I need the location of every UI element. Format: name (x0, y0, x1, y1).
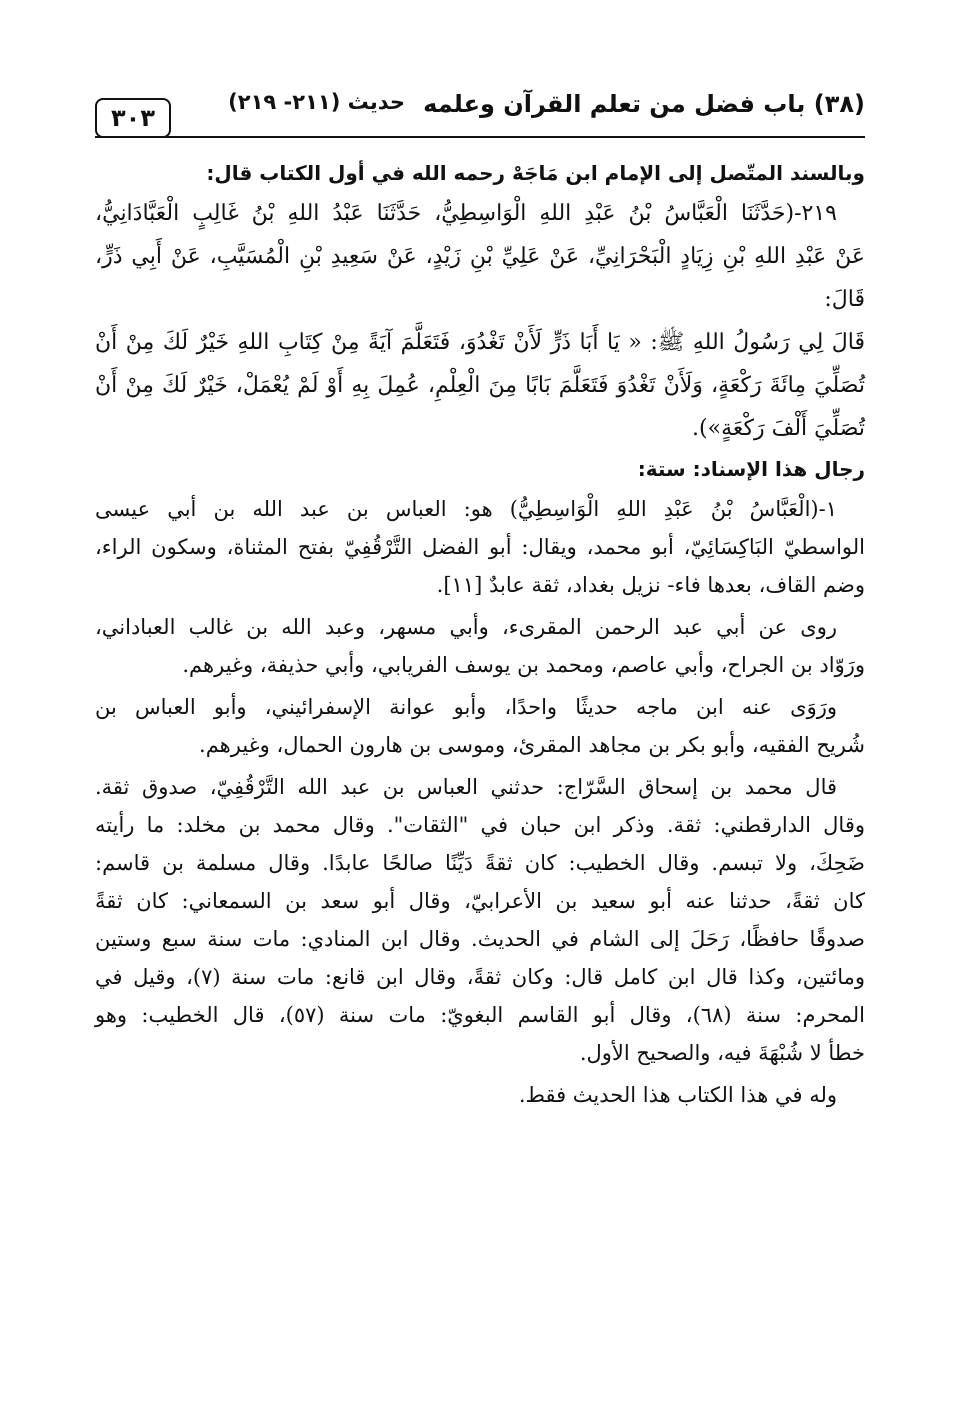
page-body (95, 156, 865, 1114)
scholars-opinions-paragraph (95, 768, 865, 1072)
closing-line: وله في هذا الكتاب هذا الحديث فقط. (518, 1083, 837, 1107)
isnad-intro: وبالسند المتّصل إلى الإمام ابن مَاجَهْ رحمه الله في أول الكتاب قال: (206, 161, 865, 185)
closing-paragraph (95, 1076, 865, 1114)
narrators-heading: رجال هذا الإسناد: ستة: (637, 457, 865, 481)
paragraph-line: ورَوَى عنه ابن ماجه حديثًا واحدًا، وأبو عوانة الإسفرائيني، وأبو العباس بن (95, 695, 837, 719)
hadith-text (95, 192, 865, 450)
narrated-by-paragraph (95, 688, 865, 764)
paragraph-line: ورَوّاد بن الجراح، وأبي عاصم، ومحمد بن يوسف الفريابي، وأبي حذيفة، وغيرهم. (182, 653, 865, 677)
hadith-line: تُصَلِّيَ مِائَةَ رَكْعَةٍ، وَلَأَنْ تَغْدُوَ فَتَعَلَّمَ بَابًا مِنَ الْعِلْمِ، عُمِلَ بِهِ أَوْ لَمْ يُعْمَلْ، خَيْرٌ لَكَ مِنْ أَنْ (95, 373, 865, 398)
paragraph-line: وقال الدارقطني: ثقة. وذكر ابن حبان في "الثقات". وقال محمد بن مخلد: ما رأيته (95, 813, 865, 837)
bio-line: وضم القاف، بعدها فاء- نزيل بغداد، ثقة عابدٌ [١١]. (436, 573, 865, 597)
paragraph-line: كان ثقةً، حدثنا عنه أبو سعيد بن الأعرابيّ، وقال أبو سعد بن السمعاني: كان ثقةً (95, 889, 865, 913)
paragraph-line: المحرم: سنة (٦٨)، وقال أبو القاسم البغويّ: مات سنة (٥٧)، قال الخطيب: وهو (95, 1003, 866, 1027)
hadith-line: قَالَ لِي رَسُولُ اللهِ ﷺ: « يَا أَبَا ذَرٍّ لَأَنْ تَغْدُوَ، فَتَعَلَّمَ آيَةً مِنْ كِتَابِ اللهِ خَيْرٌ لَكَ مِنْ أَنْ (95, 330, 865, 355)
hadith-line: ٢١٩-(حَدَّثَنَا الْعَبَّاسُ بْنُ عَبْدِ اللهِ الْوَاسِطِيُّ، حَدَّثَنَا عَبْدُ اللهِ بْنُ غَالِبٍ الْعَبَّادَانِيُّ، (95, 201, 837, 226)
book-page (95, 80, 865, 1380)
paragraph-line: شُريح الفقيه، وأبو بكر بن مجاهد المقرئ، وموسى بن هارون الحمال، وغيرهم. (199, 733, 865, 757)
paragraph-line: صدوقًا حافظًا، رَحَلَ إلى الشام في الحديث. وقال ابن المنادي: مات سنة سبع وستين (95, 927, 865, 951)
paragraph-line: ضَحِكَ، ولا تبسم. وقال الخطيب: كان ثقةً دَيِّنًا صالحًا عابدًا. وقال مسلمة بن قاسم: (95, 851, 865, 875)
hadith-line: عَنْ عَبْدِ اللهِ بْنِ زِيَادٍ الْبَحْرَانِيِّ، عَنْ عَلِيِّ بْنِ زَيْدٍ، عَنْ سَعِيدِ بْنِ الْمُسَيَّبِ، عَنْ أَبِي ذَرٍّ، قَالَ: (95, 244, 865, 312)
paragraph-line: ومائتين، وكذا قال ابن كامل قال: وكان ثقةً، وقال ابن قانع: مات سنة (٧)، وقيل في (95, 965, 865, 989)
page-number: ٣٠٣ (95, 98, 171, 138)
page-header (95, 80, 865, 138)
chapter-title: (٣٨) باب فضل من تعلم القرآن وعلمه (423, 90, 865, 118)
narrated-from-paragraph (95, 608, 865, 684)
bio-line: ١-(الْعَبَّاسُ بْنُ عَبْدِ اللهِ الْوَاسِطِيُّ) هو: العباس بن عبد الله بن أبي عيسى (95, 497, 837, 521)
paragraph-line: خطأ لا شُبْهَةَ فيه، والصحيح الأول. (579, 1041, 865, 1065)
paragraph-line: روى عن أبي عبد الرحمن المقرىء، وأبي مسهر، وعبد الله بن غالب العباداني، (95, 615, 837, 639)
bio-line: الواسطيّ البَاكِسَائِيّ، أبو محمد، ويقال: أبو الفضل التَّرْقُفِيّ بفتح المثناة، وسكون الراء، (95, 535, 865, 559)
hadith-line: تُصَلِّيَ أَلْفَ رَكْعَةٍ»). (692, 416, 865, 441)
hadith-range: حديث (٢١١- ٢١٩) (228, 90, 405, 114)
narrator-bio (95, 490, 865, 604)
paragraph-line: قال محمد بن إسحاق السَّرّاج: حدثني العباس بن عبد الله التَّرْقُفِيّ، صدوق ثقة. (95, 775, 837, 799)
